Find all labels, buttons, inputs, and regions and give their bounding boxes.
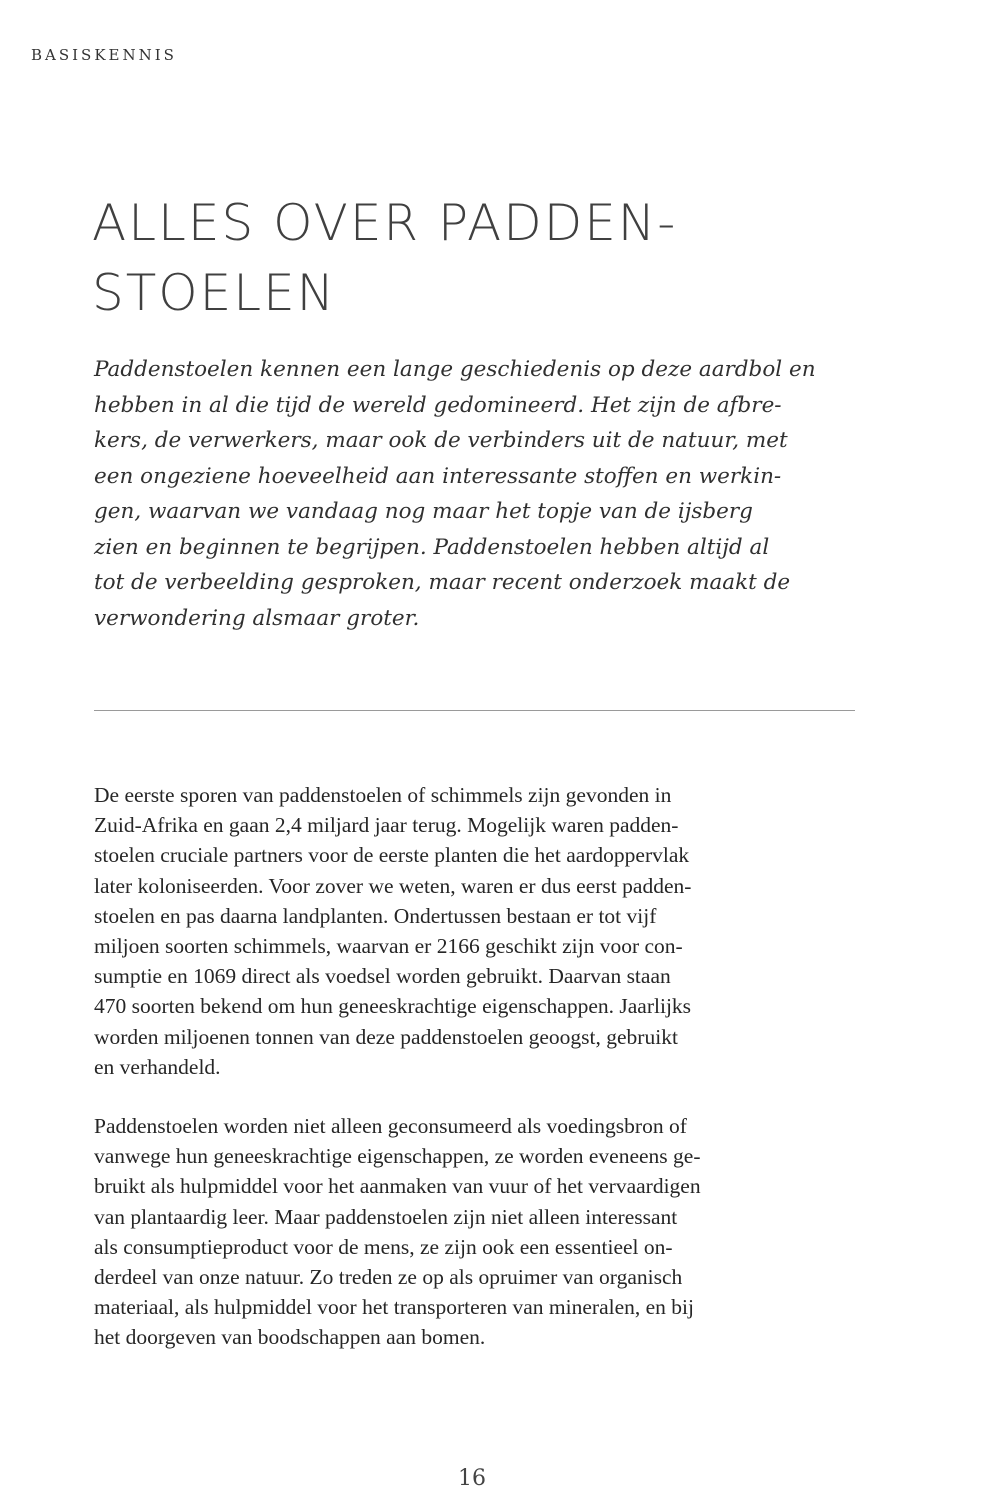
lead-line: gen, waarvan we vandaag nog maar het topje van de ijsberg <box>94 499 753 524</box>
lead-line: Paddenstoelen kennen een lange geschiedenis op deze aardbol en <box>94 357 816 382</box>
body-line: materiaal, als hulpmiddel voor het transporteren van mineralen, en bij <box>94 1295 695 1320</box>
title-line: STOELEN <box>92 264 337 322</box>
body-line: stoelen cruciale partners voor de eerste planten die het aardoppervlak <box>94 843 690 868</box>
lead-line: kers, de verwerkers, maar ook de verbinders uit de natuur, met <box>94 428 788 453</box>
body-line: het doorgeven van boodschappen aan bomen. <box>94 1325 486 1350</box>
body-line: vanwege hun geneeskrachtige eigenschappen, ze worden eveneens ge- <box>94 1144 701 1169</box>
lead-line: hebben in al die tijd de wereld gedomineerd. Het zijn de afbre- <box>94 392 782 418</box>
body-line: bruikt als hulpmiddel voor het aanmaken van vuur of het vervaardigen <box>94 1174 701 1199</box>
body-line: derdeel van onze natuur. Zo treden ze op als opruimer van organisch <box>94 1265 683 1290</box>
page-title <box>92 188 892 328</box>
section-divider <box>94 710 855 711</box>
body-line: als consumptieproduct voor de mens, ze zijn ook een essentieel on- <box>94 1234 673 1259</box>
body-paragraph-1 <box>94 780 874 1082</box>
section-label: BASISKENNIS <box>31 46 177 64</box>
lead-paragraph <box>94 352 874 636</box>
lead-line: een ongeziene hoeveelheid aan interessante stoffen en werkin- <box>94 463 782 489</box>
page-number: 16 <box>458 1466 486 1491</box>
body-paragraph-2 <box>94 1111 874 1353</box>
body-line: sumptie en 1069 direct als voedsel worden gebruikt. Daarvan staan <box>94 964 671 989</box>
body-line: De eerste sporen van paddenstoelen of schimmels zijn gevonden in <box>94 783 672 807</box>
lead-line: zien en beginnen te begrijpen. Paddenstoelen hebben altijd al <box>94 534 770 560</box>
title-line: ALLES OVER PADDEN- <box>92 194 678 252</box>
body-line: 470 soorten bekend om hun geneeskrachtige eigenschappen. Jaarlijks <box>94 994 692 1019</box>
lead-line: verwondering alsmaar groter. <box>94 605 420 631</box>
body-line: en verhandeld. <box>94 1054 221 1079</box>
lead-line: tot de verbeelding gesproken, maar recent onderzoek maakt de <box>94 570 791 595</box>
body-line: van plantaardig leer. Maar paddenstoelen zijn niet alleen interessant <box>94 1204 678 1229</box>
body-line: miljoen soorten schimmels, waarvan er 2166 geschikt zijn voor con- <box>94 934 683 959</box>
body-line: Paddenstoelen worden niet alleen geconsumeerd als voedingsbron of <box>94 1114 687 1138</box>
body-line: Zuid-Afrika en gaan 2,4 miljard jaar terug. Mogelijk waren padden- <box>94 813 679 838</box>
body-line: worden miljoenen tonnen van deze paddenstoelen geoogst, gebruikt <box>94 1024 678 1049</box>
body-line: stoelen en pas daarna landplanten. Ondertussen bestaan er tot vijf <box>94 903 657 928</box>
body-line: later koloniseerden. Voor zover we weten, waren er dus eerst padden- <box>94 873 692 898</box>
